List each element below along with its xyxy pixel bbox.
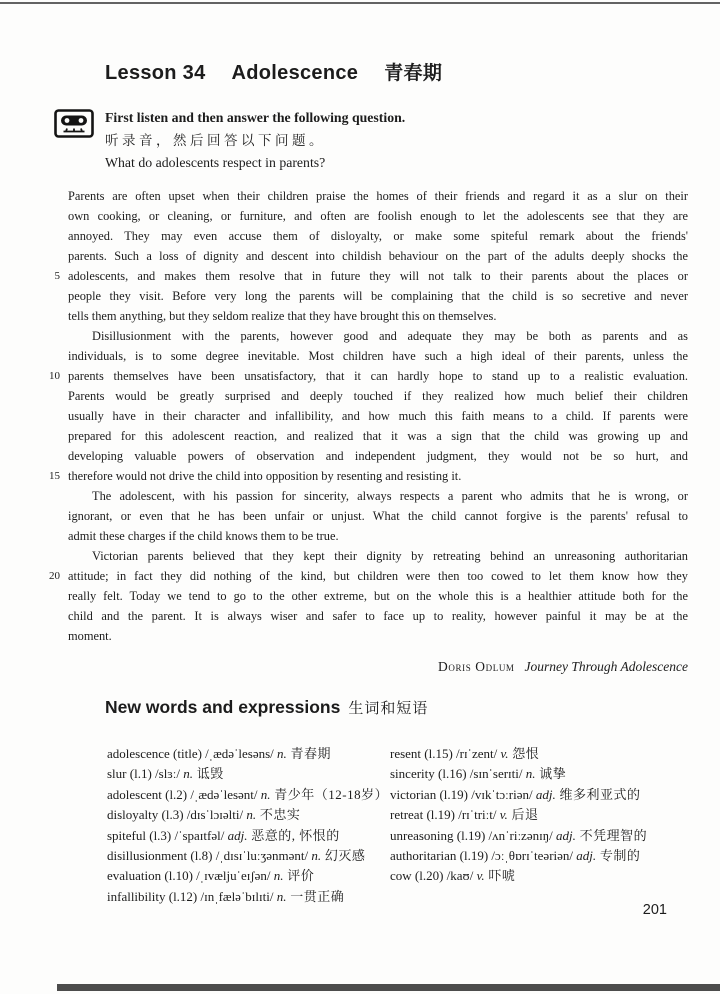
passage-line: Victorian parents believed that they kept their dignity by retreating behind an unreasoning authoritarian bbox=[92, 549, 688, 563]
passage-line: people they visit. Before very long the parents will be complaining that the child is so secretive and never bbox=[68, 289, 688, 303]
chinese-gloss: 怨恨 bbox=[508, 746, 540, 761]
page-number: 201 bbox=[642, 902, 667, 918]
chinese-gloss: 评价 bbox=[283, 868, 315, 884]
passage-line: developing valuable powers of observation and independent judgment, they would not be so hurt, and bbox=[68, 449, 688, 463]
passage-line: 20 attitude; in fact they did nothing of the kind, but children were then too cowed to let them know how they bbox=[68, 566, 688, 586]
page-title bbox=[105, 58, 442, 85]
attribution bbox=[68, 659, 688, 675]
passage-line: 10 parents themselves have been unsatisfactory, that it can hardly hope to stand up to a realistic evaluation. bbox=[68, 366, 688, 386]
line-number: 10 bbox=[49, 370, 60, 382]
vocab-entry: disillusionment (l.8) /ˌdɪsɪˈluːʒənmənt/ n. 幻灭感 bbox=[107, 848, 366, 864]
passage-line: admit these charges if the child knows them to be true. bbox=[68, 529, 339, 543]
passage-line: 5 adolescents, and makes them resolve that in future they will not talk to their parents about the places or bbox=[68, 266, 688, 286]
vocab-entry: cow (l.20) /kaʊ/ v. 吓唬 bbox=[390, 868, 516, 884]
passage-line: prepared for this adolescent reaction, and realized that it was a sign that the child was growing up and bbox=[68, 429, 688, 443]
passage-line: tells them anything, but they seldom realize that they have brought this on themselves. bbox=[68, 309, 497, 323]
passage-line: Parents are often upset when their children praise the homes of their friends and regard it as a slur on their bbox=[68, 189, 688, 203]
passage-line: ignorant, or even that he has been unfair or unjust. What the child cannot forgive is the parents' refusal to bbox=[68, 509, 688, 523]
work-title: Journey Through Adolescence bbox=[524, 659, 688, 674]
scan-top-line bbox=[0, 2, 720, 4]
line-number: 5 bbox=[54, 270, 60, 282]
passage-line: moment. bbox=[68, 629, 112, 643]
passage-line: The adolescent, with his passion for sincerity, always respects a parent who admits that he is wrong, or bbox=[92, 489, 688, 503]
chinese-gloss: 吓唬 bbox=[484, 868, 516, 884]
chinese-gloss: 恶意的, 怀恨的 bbox=[247, 827, 340, 843]
vocab-entry: slur (l.1) /slɜː/ n. 诋毁 bbox=[107, 766, 224, 782]
vocab-entry: evaluation (l.10) /ˌɪvæljuˈeɪʃən/ n. 评价 bbox=[107, 868, 315, 884]
chinese-gloss: 幻灭感 bbox=[321, 848, 366, 864]
chinese-gloss: 青春期 bbox=[286, 746, 332, 761]
chinese-gloss: 后退 bbox=[507, 807, 539, 823]
part-of-speech: n. bbox=[273, 868, 284, 884]
lesson-title-en: Adolescence bbox=[231, 62, 359, 84]
part-of-speech: n. bbox=[276, 888, 287, 904]
part-of-speech: n. bbox=[525, 766, 536, 782]
vocab-entry: retreat (l.19) /rɪˈtriːt/ v. 后退 bbox=[390, 807, 539, 823]
lesson-number: Lesson 34 bbox=[105, 62, 206, 84]
passage-line: Parents would be greatly surprised and deeply touched if they realized how much belief their children bbox=[68, 389, 688, 403]
part-of-speech: n. bbox=[311, 848, 322, 864]
passage-line: usually have in their character and infallibility, and how much this faith means to a child. If parents were bbox=[68, 409, 688, 423]
chinese-gloss: 青少年（12-18岁） bbox=[270, 786, 389, 802]
cassette-tape-icon bbox=[54, 109, 94, 139]
part-of-speech: n. bbox=[183, 766, 193, 782]
listening-block bbox=[105, 107, 675, 175]
new-words-heading-cn: 生词和短语 bbox=[348, 701, 429, 717]
scan-bottom-bar bbox=[57, 984, 720, 991]
chinese-gloss: 维多利亚式的 bbox=[555, 786, 641, 802]
vocab-entry: disloyalty (l.3) /dɪsˈlɔɪəlti/ n. 不忠实 bbox=[107, 807, 301, 823]
part-of-speech: adj. bbox=[227, 827, 248, 843]
part-of-speech: adj. bbox=[556, 827, 576, 843]
line-number: 15 bbox=[49, 470, 60, 482]
new-words-heading-en: New words and expressions bbox=[105, 697, 341, 717]
listening-question: What do adolescents respect in parents? bbox=[105, 155, 326, 170]
chinese-gloss: 诋毁 bbox=[193, 766, 224, 782]
passage-line: Disillusionment with the parents, however good and adequate they may be both as parents and as bbox=[92, 329, 688, 343]
part-of-speech: n. bbox=[260, 786, 271, 802]
passage-line: 15 therefore would not drive the child into opposition by resenting and resisting it. bbox=[68, 466, 688, 486]
new-words-heading bbox=[105, 697, 428, 718]
vocab-list-right bbox=[390, 744, 647, 887]
listening-instruction-cn: 听录音，然后回答以下问题。 bbox=[105, 132, 326, 148]
vocab-entry: sincerity (l.16) /sɪnˈserɪti/ n. 诚挚 bbox=[390, 766, 567, 782]
chinese-gloss: 不忠实 bbox=[256, 807, 301, 823]
part-of-speech: v. bbox=[476, 868, 485, 884]
passage-line: annoyed. They may even accuse them of disloyalty, or make some spiteful remark about the friends' bbox=[68, 229, 688, 243]
vocab-entry: infallibility (l.12) /ɪnˌfæləˈbɪlɪti/ n. 一贯正确 bbox=[107, 888, 345, 904]
part-of-speech: adj. bbox=[576, 848, 597, 864]
passage-line: parents. Such a loss of dignity and descent into childish behaviour on the part of the adults deeply shocks the bbox=[68, 249, 688, 263]
passage-line: individuals, is to some degree inevitable. Most children have such a high ideal of their parents, unless the bbox=[68, 349, 688, 363]
vocab-entry: victorian (l.19) /vɪkˈtɔːriən/ adj. 维多利亚式的 bbox=[390, 786, 641, 802]
part-of-speech: v. bbox=[499, 807, 508, 823]
vocab-entry: adolescent (l.2) /ˌædəˈlesənt/ n. 青少年（12-18岁） bbox=[107, 786, 389, 802]
passage-line: really felt. Today we tend to go to the other extreme, but on the whole this is a healthier attitude both for the bbox=[68, 589, 688, 603]
vocab-entry: spiteful (l.3) /ˈspaɪtfəl/ adj. 恶意的, 怀恨的 bbox=[107, 827, 340, 843]
vocab-entry: authoritarian (l.19) /ɔːˌθɒrɪˈteəriən/ adj. 专制的 bbox=[390, 848, 641, 864]
part-of-speech: n. bbox=[277, 746, 287, 761]
author-name: Doris Odlum bbox=[438, 659, 515, 674]
chinese-gloss: 专制的 bbox=[596, 848, 641, 864]
part-of-speech: v. bbox=[500, 746, 509, 761]
vocab-entry: adolescence (title) /ˌædəˈlesəns/ n. 青春期 bbox=[107, 746, 332, 761]
chinese-gloss: 一贯正确 bbox=[286, 888, 345, 904]
lesson-title-cn: 青春期 bbox=[384, 63, 443, 84]
part-of-speech: adj. bbox=[535, 786, 556, 802]
part-of-speech: n. bbox=[246, 807, 257, 823]
vocab-list-left bbox=[107, 744, 388, 907]
passage bbox=[49, 186, 688, 646]
chinese-gloss: 诚挚 bbox=[535, 766, 567, 782]
line-number: 20 bbox=[49, 570, 60, 582]
chinese-gloss: 不凭理智的 bbox=[575, 827, 648, 843]
listening-instruction-en: First listen and then answer the following question. bbox=[105, 110, 406, 125]
passage-line: child and the parent. It is always wiser and safer to face up to reality, however painful it may be at the bbox=[68, 609, 688, 623]
vocab-entry: resent (l.15) /rɪˈzent/ v. 怨恨 bbox=[390, 746, 540, 761]
vocab-entry: unreasoning (l.19) /ʌnˈriːzənɪŋ/ adj. 不凭理智的 bbox=[390, 827, 648, 843]
passage-line: own cooking, or cleaning, or furniture, and often are foolish enough to let the adolescents see that they are bbox=[68, 209, 688, 223]
